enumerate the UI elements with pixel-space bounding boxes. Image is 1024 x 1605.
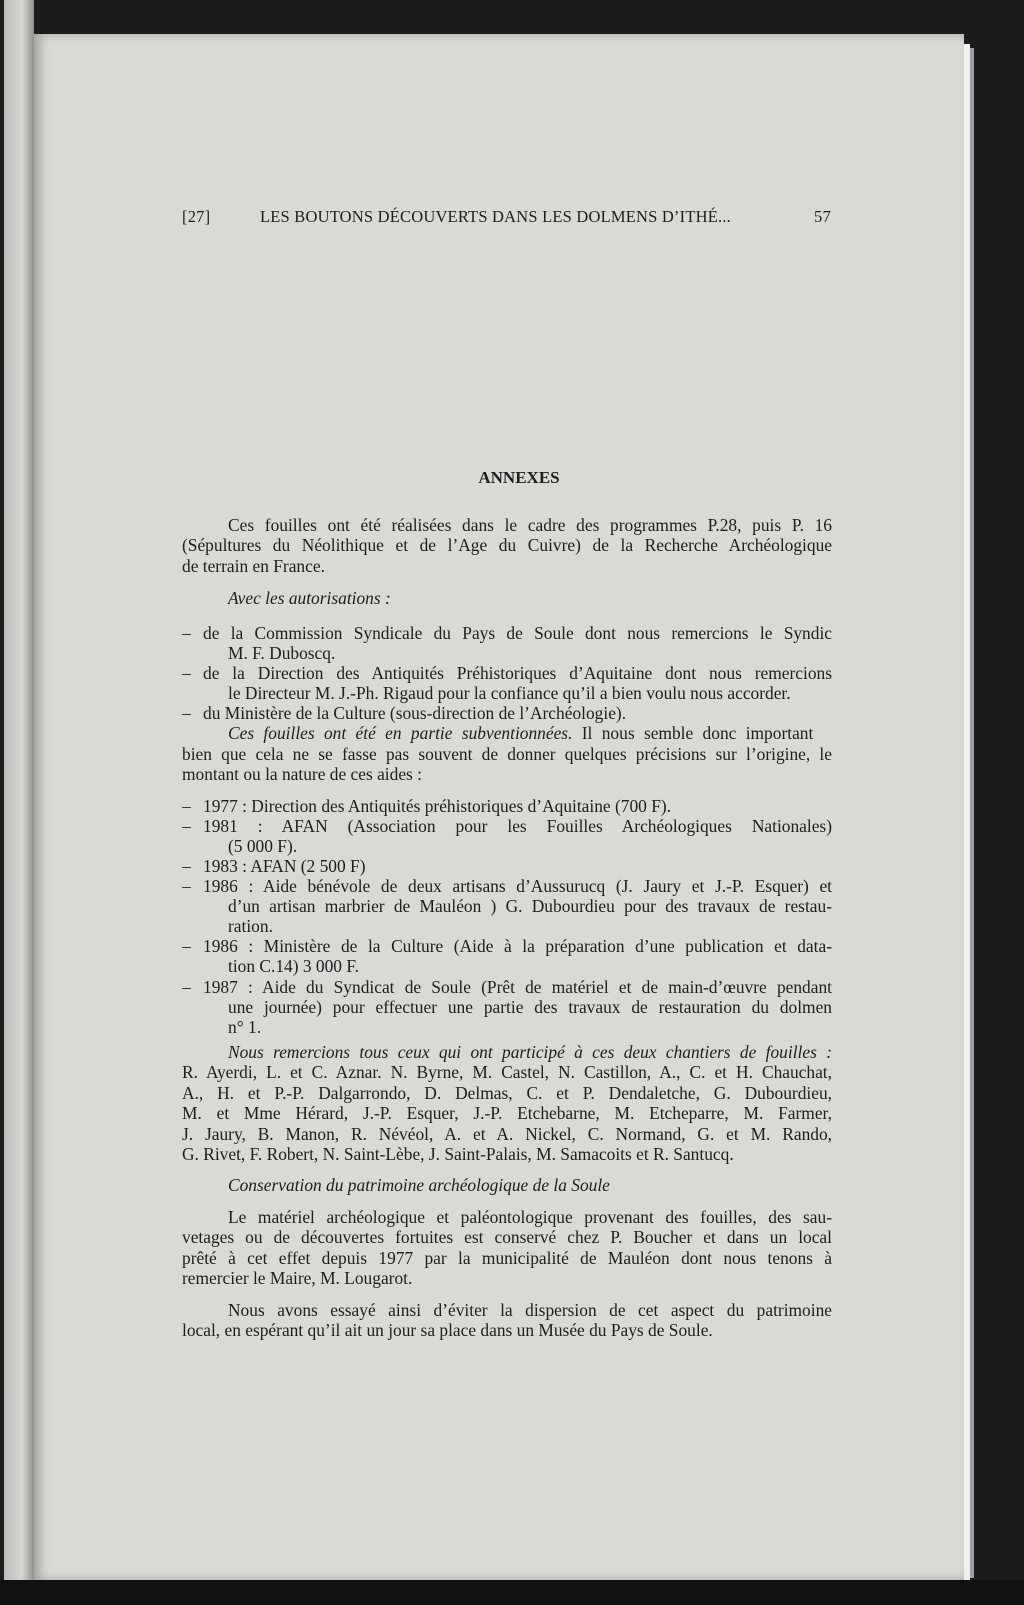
list-item-line: M. F. Duboscq. <box>228 643 336 663</box>
paragraph-line: prêté à cet effet depuis 1977 par la municipalité de Mauléon dont nous tenons à <box>182 1248 832 1268</box>
page-stack-edge-shadow <box>970 48 974 1578</box>
paragraph-line: vetages ou de découvertes fortuites est conservé chez P. Boucher et dans un local <box>182 1227 832 1247</box>
list-item-line: du Ministère de la Culture (sous-direction de l’Archéologie). <box>203 703 627 723</box>
list-item-line: le Directeur M. J.-Ph. Rigaud pour la confiance qu’il a bien voulu nous accorder. <box>228 683 791 703</box>
scan-background <box>0 1580 1024 1605</box>
paragraph-line: (Sépultures du Néolithique et de l’Age du Cuivre) de la Recherche Archéologique <box>182 535 832 555</box>
paragraph-line: G. Rivet, F. Robert, N. Saint-Lèbe, J. Saint-Palais, M. Samacoits et R. Santucq. <box>182 1144 734 1164</box>
paragraph-line: Nous remercions tous ceux qui ont participé à ces deux chantiers de fouilles : <box>228 1042 832 1062</box>
list-item-line: 1981 : AFAN (Association pour les Fouilles Archéologiques Nationales) <box>203 816 832 836</box>
paragraph-line: Ces fouilles ont été réalisées dans le cadre des programmes P.28, puis P. 16 <box>228 515 832 535</box>
italic-lead: Ces fouilles ont été en partie subventionnées. <box>228 723 573 743</box>
list-item-line: 1986 : Aide bénévole de deux artisans d’Aussurucq (J. Jaury et J.-P. Esquer) et <box>203 876 832 896</box>
list-dash: – <box>182 816 191 836</box>
list-dash: – <box>182 977 191 997</box>
list-dash: – <box>182 856 191 876</box>
list-item-line: 1977 : Direction des Antiquités préhistoriques d’Aquitaine (700 F). <box>203 796 672 816</box>
list-item-line: tion C.14) 3 000 F. <box>228 956 359 976</box>
page-reference: [27] <box>182 207 211 226</box>
paragraph-line: bien que cela ne se fasse pas souvent de donner quelques précisions sur l’origine, le <box>182 744 832 764</box>
paragraph-line: M. et Mme Hérard, J.-P. Esquer, J.-P. Etchebarne, M. Etcheparre, M. Farmer, <box>182 1103 832 1123</box>
list-item-line: une journée) pour effectuer une partie des travaux de restauration du dolmen <box>228 997 832 1017</box>
paragraph-line: Le matériel archéologique et paléontologique provenant des fouilles, des sau- <box>228 1207 832 1227</box>
list-dash: – <box>182 796 191 816</box>
list-dash: – <box>182 936 191 956</box>
list-item-line: ration. <box>228 916 273 936</box>
paragraph-line <box>228 723 832 743</box>
paragraph-line: local, en espérant qu’il ait un jour sa place dans un Musée du Pays de Soule. <box>182 1320 713 1340</box>
list-item-line: de la Commission Syndicale du Pays de Soule dont nous remercions le Syndic <box>203 623 832 643</box>
paragraph-line: R. Ayerdi, L. et C. Aznar. N. Byrne, M. Castel, N. Castillon, A., C. et H. Chauchat, <box>182 1062 832 1082</box>
list-item-line: 1986 : Ministère de la Culture (Aide à la préparation d’une publication et data- <box>203 936 832 956</box>
list-item-line: de la Direction des Antiquités Préhistoriques d’Aquitaine dont nous remercions <box>203 663 832 683</box>
list-dash: – <box>182 623 191 643</box>
paragraph-line: remercier le Maire, M. Lougarot. <box>182 1268 413 1288</box>
paragraph-line: montant ou la nature de ces aides : <box>182 764 423 784</box>
paragraph-line: J. Jaury, B. Manon, R. Névéol, A. et A. Nickel, C. Normand, G. et M. Rando, <box>182 1124 832 1144</box>
paragraph-line: A., H. et P.-P. Dalgarrondo, D. Delmas, C. et P. Dendaletche, G. Dubourdieu, <box>182 1083 832 1103</box>
facing-page-edge <box>4 0 34 1590</box>
page-number: 57 <box>814 207 831 226</box>
list-item-line: 1987 : Aide du Syndicat de Soule (Prêt de matériel et de main-d’œuvre pendant <box>203 977 832 997</box>
list-item-line: d’un artisan marbrier de Mauléon ) G. Dubourdieu pour des travaux de restau- <box>228 896 832 916</box>
list-item-line: 1983 : AFAN (2 500 F) <box>203 856 366 876</box>
italic-subheading: Conservation du patrimoine archéologique de la Soule <box>228 1175 610 1195</box>
italic-subheading: Avec les autorisations : <box>228 588 391 608</box>
list-item-line: (5 000 F). <box>228 836 298 856</box>
list-dash: – <box>182 663 191 683</box>
paragraph-text: Il nous semble donc important <box>572 723 814 743</box>
list-dash: – <box>182 703 191 723</box>
section-heading: ANNEXES <box>478 468 560 487</box>
running-title: LES BOUTONS DÉCOUVERTS DANS LES DOLMENS D’ITHÉ... <box>260 207 731 226</box>
paragraph-line: Nous avons essayé ainsi d’éviter la dispersion de cet aspect du patrimoine <box>228 1300 832 1320</box>
list-dash: – <box>182 876 191 896</box>
paragraph-line: de terrain en France. <box>182 556 325 576</box>
list-item-line: n° 1. <box>228 1017 262 1037</box>
